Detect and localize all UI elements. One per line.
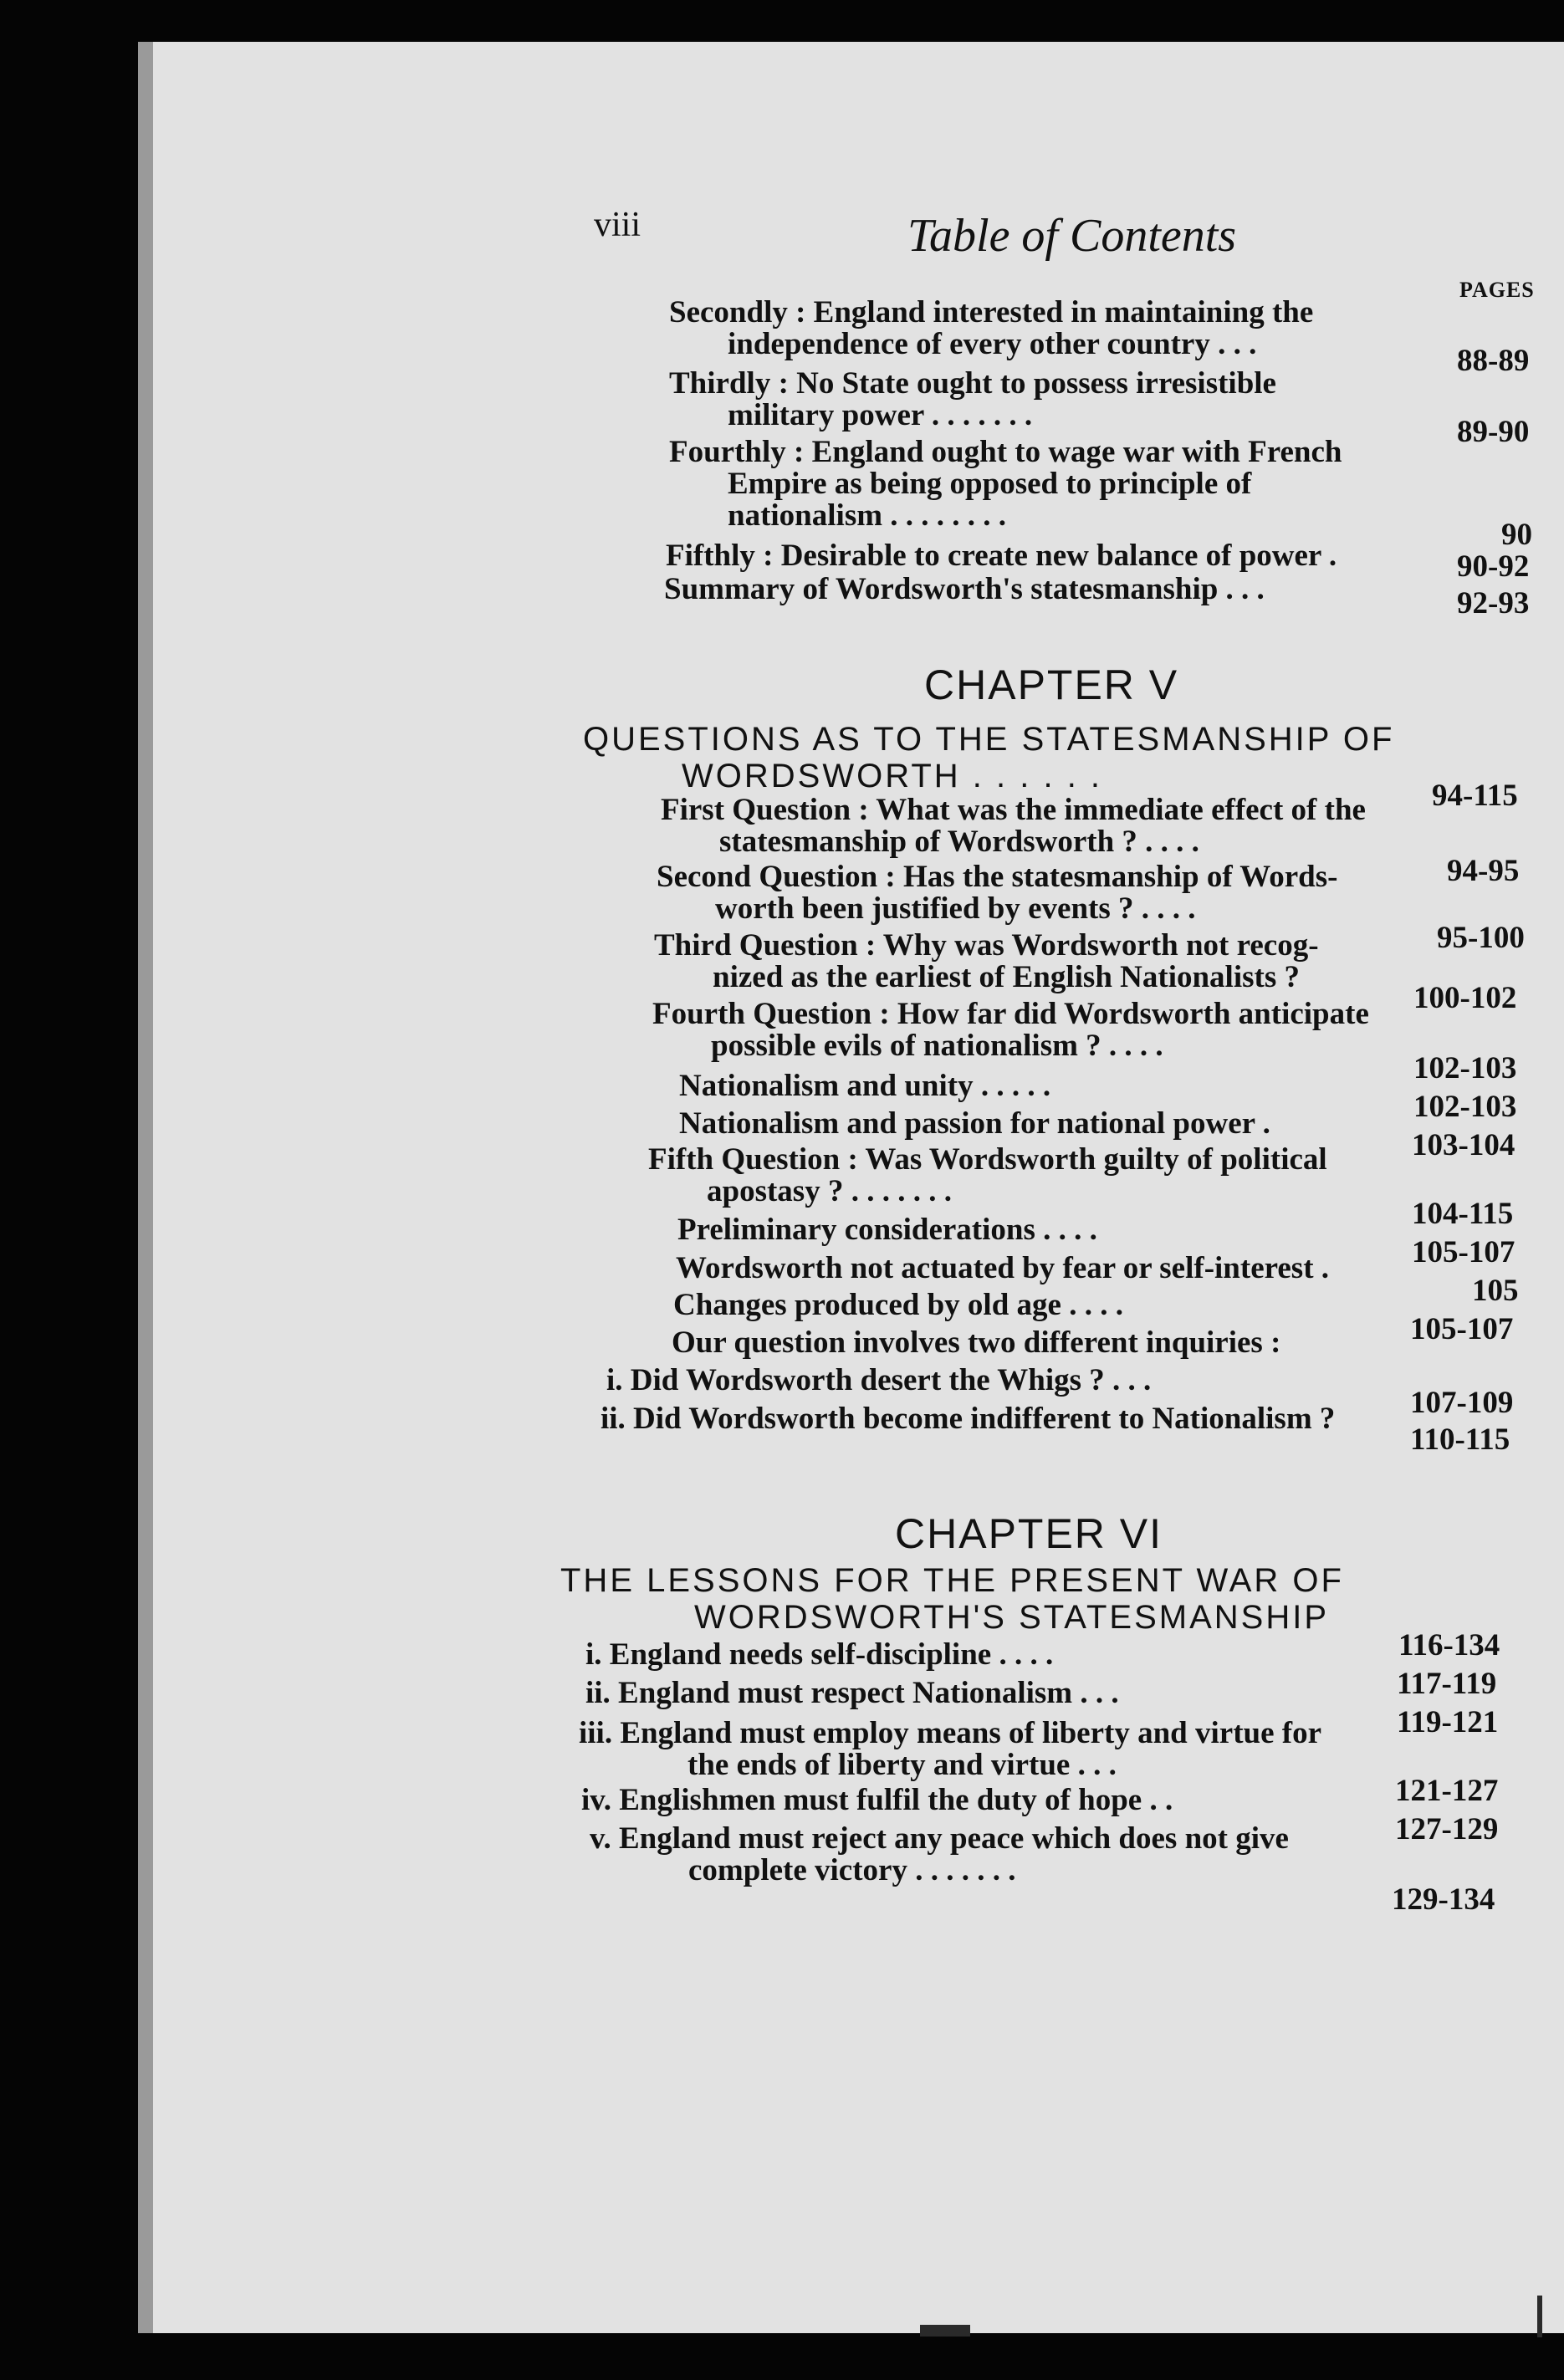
entry-line: Preliminary considerations . . . . xyxy=(677,1213,1097,1247)
entry-line: ii. England must respect Nationalism . . . xyxy=(585,1676,1119,1710)
entry-line: Our question involves two different inquiries : xyxy=(672,1325,1281,1360)
page-title: Table of Contents xyxy=(907,210,1237,262)
page-range: 102-103 xyxy=(1413,1051,1517,1085)
chapter-title-line: QUESTIONS AS TO THE STATESMANSHIP OF xyxy=(583,721,1395,758)
entry-line: worth been justified by events ? . . . . xyxy=(715,891,1196,926)
entry-line: Wordsworth not actuated by fear or self-interest . xyxy=(676,1251,1330,1285)
entry-line: possible evils of nationalism ? . . . . xyxy=(711,1029,1163,1063)
page-range: 119-121 xyxy=(1397,1705,1499,1739)
page-range: 94-95 xyxy=(1447,854,1520,888)
toc-entry-desert-whigs xyxy=(606,1365,1151,1397)
entry-line: iv. Englishmen must fulfil the duty of hope . . xyxy=(581,1783,1173,1817)
entry-line: Changes produced by old age . . . . xyxy=(673,1288,1123,1322)
page-range: 105 xyxy=(1472,1274,1519,1308)
page-range: 102-103 xyxy=(1413,1090,1517,1124)
page-range: 105-107 xyxy=(1412,1235,1515,1269)
scan-artifact xyxy=(920,2325,970,2337)
entry-line: military power . . . . . . . xyxy=(728,398,1033,432)
toc-entry-fifthly xyxy=(666,540,1337,572)
toc-entry-indifferent xyxy=(601,1403,1335,1435)
page-range: 104-115 xyxy=(1412,1197,1514,1231)
toc-entry-summary xyxy=(664,574,1265,605)
toc-entry-secondly xyxy=(669,297,1313,360)
chapter-vi-title xyxy=(560,1562,1344,1636)
page-range: 121-127 xyxy=(1395,1774,1499,1808)
toc-entry-preliminary xyxy=(677,1214,1097,1246)
toc-entry-not-actuated xyxy=(676,1253,1329,1284)
entry-line: Fifthly : Desirable to create new balance of power . xyxy=(666,539,1337,573)
entry-line: Nationalism and unity . . . . . xyxy=(679,1069,1051,1103)
toc-entry-first-question xyxy=(661,794,1366,858)
entry-line: Empire as being opposed to principle of xyxy=(728,467,1252,501)
toc-entry-liberty-virtue xyxy=(579,1718,1321,1781)
page-range: 90-92 xyxy=(1457,549,1530,584)
entry-line: Thirdly : No State ought to possess irresistible xyxy=(669,366,1276,401)
toc-entry-fourth-question xyxy=(652,998,1369,1062)
page-range: 127-129 xyxy=(1395,1812,1499,1846)
entry-line: Second Question : Has the statesmanship of Words- xyxy=(657,860,1338,894)
entry-line: Fourth Question : How far did Wordsworth anticipate xyxy=(652,997,1369,1031)
chapter-title-line: THE LESSONS FOR THE PRESENT WAR OF xyxy=(560,1562,1344,1599)
entry-line: i. England needs self-discipline . . . . xyxy=(585,1637,1054,1672)
toc-entry-duty-of-hope xyxy=(581,1785,1173,1816)
page-number: viii xyxy=(594,206,641,244)
entry-line: statesmanship of Wordsworth ? . . . . xyxy=(719,825,1199,859)
page-range: 95-100 xyxy=(1437,921,1525,955)
entry-line: Fourthly : England ought to wage war with French xyxy=(669,435,1342,469)
page-range: 107-109 xyxy=(1410,1386,1514,1420)
page-range: 88-89 xyxy=(1457,344,1530,378)
entry-line: iii. England must employ means of liberty and virtue for xyxy=(579,1716,1322,1750)
toc-entry-reject-peace xyxy=(590,1823,1289,1887)
entry-line: i. Did Wordsworth desert the Whigs ? . . . xyxy=(606,1363,1152,1397)
toc-entry-respect-nationalism xyxy=(585,1678,1119,1709)
page-range: 100-102 xyxy=(1413,981,1517,1015)
entry-line: nized as the earliest of English Nationalists ? xyxy=(713,960,1300,994)
toc-entry-fourthly xyxy=(669,437,1342,532)
page-range: 129-134 xyxy=(1392,1882,1495,1917)
chapter-title-line: WORDSWORTH'S STATESMANSHIP xyxy=(694,1599,1329,1636)
toc-entry-nationalism-unity xyxy=(679,1070,1050,1102)
page-range: 105-107 xyxy=(1410,1312,1514,1346)
page-range: 116-134 xyxy=(1398,1628,1500,1662)
entry-line: complete victory . . . . . . . xyxy=(688,1853,1016,1887)
entry-line: Summary of Wordsworth's statesmanship . . . xyxy=(664,572,1265,606)
pages-column-header: PAGES xyxy=(1459,278,1535,302)
page-range: 89-90 xyxy=(1457,415,1530,449)
entry-line: ii. Did Wordsworth become indifferent to Nationalism ? xyxy=(601,1402,1336,1436)
entry-line: apostasy ? . . . . . . . xyxy=(707,1174,952,1208)
toc-entry-second-question xyxy=(657,861,1337,925)
toc-entry-self-discipline xyxy=(585,1639,1053,1671)
entry-line: First Question : What was the immediate effect of the xyxy=(661,793,1366,827)
entry-line: v. England must reject any peace which does not give xyxy=(590,1821,1289,1856)
toc-entry-two-inquiries xyxy=(672,1327,1280,1359)
entry-line: Secondly : England interested in maintaining the xyxy=(669,295,1314,329)
entry-line: Fifth Question : Was Wordsworth guilty of political xyxy=(648,1142,1327,1177)
chapter-title-line: WORDSWORTH . . . . . . xyxy=(682,758,1103,794)
chapter-v-heading: CHAPTER V xyxy=(924,661,1179,708)
page-range: 117-119 xyxy=(1397,1667,1497,1701)
toc-entry-thirdly xyxy=(669,368,1276,432)
page-range: 94-115 xyxy=(1432,779,1518,813)
page-range: 110-115 xyxy=(1410,1422,1510,1457)
entry-line: the ends of liberty and virtue . . . xyxy=(687,1748,1117,1782)
toc-entry-third-question xyxy=(654,930,1319,993)
page-range: 92-93 xyxy=(1457,586,1530,621)
toc-entry-nationalism-passion xyxy=(679,1108,1270,1140)
scan-artifact xyxy=(1537,2296,1542,2337)
entry-line: Nationalism and passion for national power . xyxy=(679,1106,1270,1141)
entry-line: nationalism . . . . . . . . xyxy=(728,498,1007,533)
toc-entry-old-age xyxy=(673,1290,1123,1321)
entry-line: independence of every other country . . . xyxy=(728,327,1257,361)
page-range: 103-104 xyxy=(1412,1128,1515,1162)
toc-entry-fifth-question xyxy=(648,1144,1327,1208)
chapter-vi-heading: CHAPTER VI xyxy=(895,1510,1163,1557)
chapter-v-title xyxy=(583,721,1394,794)
page-range: 90 xyxy=(1501,518,1532,552)
entry-line: Third Question : Why was Wordsworth not recog- xyxy=(654,928,1319,963)
